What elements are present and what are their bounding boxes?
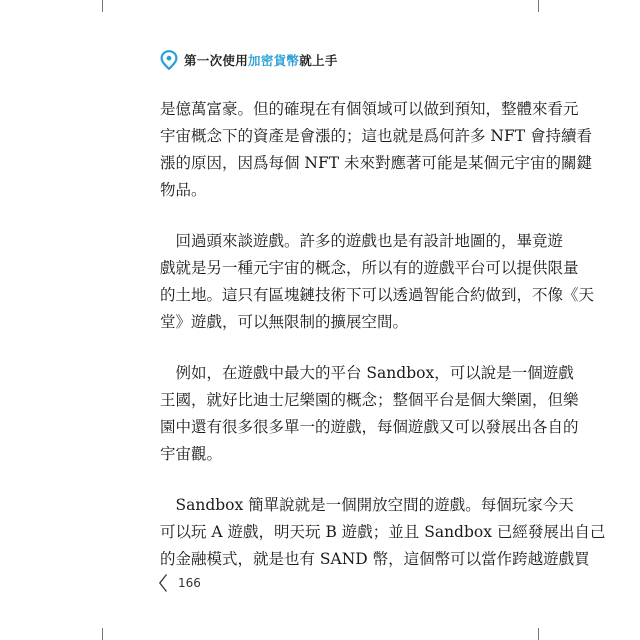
location-pin-icon xyxy=(160,50,178,70)
page-footer xyxy=(158,573,201,593)
crop-mark xyxy=(538,628,539,640)
text-line: 堂》遊戲，可以無限制的擴展空間。 xyxy=(160,313,409,331)
book-title-pre: 第一次使用 xyxy=(184,53,249,68)
text-line: 宇宙觀。 xyxy=(160,445,223,463)
text-line: 漲的原因，因爲每個 NFT 未來對應著可能是某個元宇宙的關鍵 xyxy=(160,154,593,172)
crop-mark xyxy=(538,0,539,12)
text-line: 例如，在遊戲中最大的平台 Sandbox，可以說是一個遊戲 xyxy=(160,364,574,382)
text-line: 宇宙概念下的資產是會漲的；這也就是爲何許多 NFT 會持續看 xyxy=(160,127,593,145)
page-number: 166 xyxy=(178,576,201,590)
text-line: 園中還有很多很多單一的遊戲，每個遊戲又可以發展出各自的 xyxy=(160,418,579,436)
paragraph xyxy=(160,492,606,573)
running-header xyxy=(160,50,338,70)
text-line: 回過頭來談遊戲。許多的遊戲也是有設計地圖的，畢竟遊 xyxy=(160,232,564,250)
paragraph xyxy=(160,228,595,336)
book-title-accent: 加密貨幣 xyxy=(248,53,300,68)
text-line: 王國，就好比迪士尼樂園的概念；整個平台是個大樂園，但樂 xyxy=(160,391,579,409)
crop-mark xyxy=(102,628,103,640)
crop-mark xyxy=(102,0,103,12)
book-title-post: 就上手 xyxy=(299,53,338,68)
text-line: 戲就是另一種元宇宙的概念，所以有的遊戲平台可以提供限量 xyxy=(160,259,579,277)
paragraph xyxy=(160,96,593,204)
text-line: Sandbox 簡單說就是一個開放空間的遊戲。每個玩家今天 xyxy=(160,496,574,514)
paragraph xyxy=(160,360,579,468)
text-line: 是億萬富豪。但的確現在有個領域可以做到預知，整體來看元 xyxy=(160,100,579,118)
text-line: 可以玩 A 遊戲，明天玩 B 遊戲；並且 Sandbox 已經發展出自己 xyxy=(160,523,606,541)
book-title xyxy=(184,51,338,69)
text-line: 物品。 xyxy=(160,181,207,199)
text-line: 的土地。這只有區塊鏈技術下可以透過智能合約做到，不像《天 xyxy=(160,286,595,304)
body-text xyxy=(160,96,606,573)
chevron-left-icon xyxy=(158,573,168,593)
text-line: 的金融模式，就是也有 SAND 幣，這個幣可以當作跨越遊戲買 xyxy=(160,550,590,568)
